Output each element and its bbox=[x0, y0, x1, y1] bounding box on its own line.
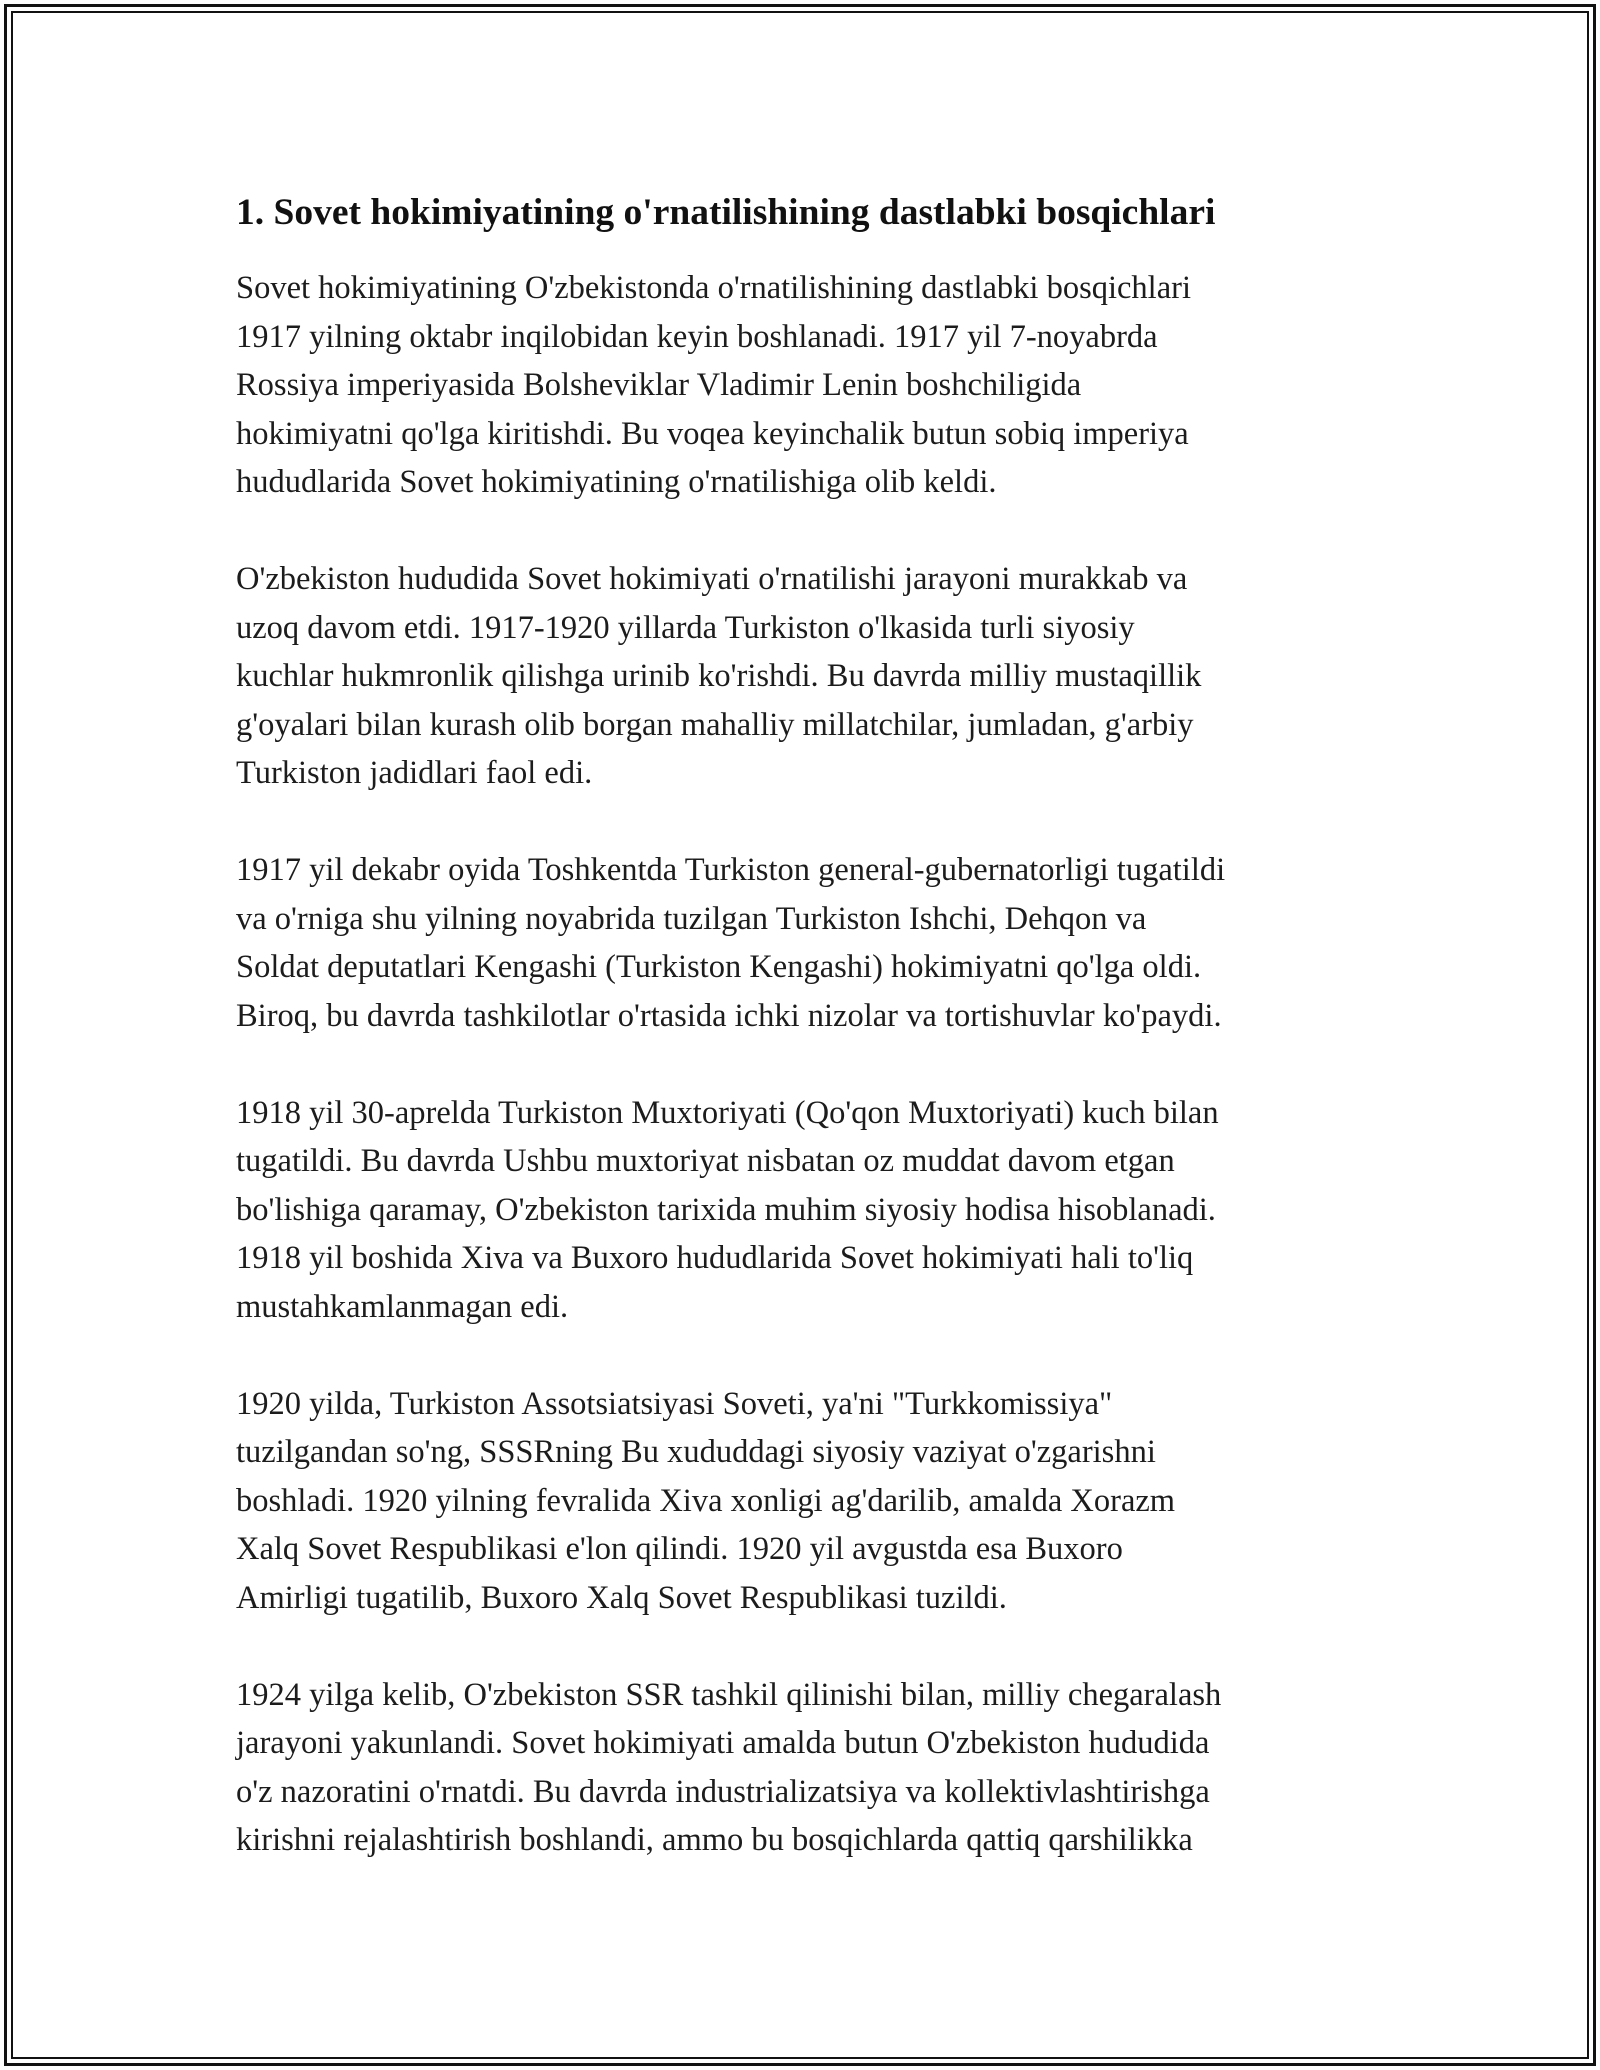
section-title: 1. Sovet hokimiyatining o'rnatilishining dastlabki bosqichlari bbox=[236, 192, 1216, 233]
document-body bbox=[236, 186, 1376, 1913]
text-line: kirishni rejalashtirish boshlandi, ammo bu bosqichlarda qattiq qarshilikka bbox=[236, 1822, 1193, 1858]
paragraph-3 bbox=[236, 846, 1376, 1040]
paragraph-5 bbox=[236, 1380, 1376, 1623]
text-line: hokimiyatni qo'lga kiritishdi. Bu voqea keyinchalik butun sobiq imperiya bbox=[236, 415, 1189, 452]
text-line: tuzilgandan so'ng, SSSRning Bu xududdagi siyosiy vaziyat o'zgarishni bbox=[236, 1434, 1156, 1470]
paragraph-4 bbox=[236, 1089, 1376, 1332]
text-line: 1917 yil dekabr oyida Toshkentda Turkiston general-gubernatorligi tugatildi bbox=[236, 852, 1226, 888]
text-line: jarayoni yakunlandi. Sovet hokimiyati amalda butun O'zbekiston hududida bbox=[236, 1725, 1210, 1761]
text-line: Turkiston jadidlari faol edi. bbox=[236, 755, 593, 791]
text-line: uzoq davom etdi. 1917-1920 yillarda Turkiston o'lkasida turli siyosiy bbox=[236, 609, 1135, 646]
paragraph-2 bbox=[236, 555, 1376, 798]
text-line: kuchlar hukmronlik qilishga urinib ko'rishdi. Bu davrda milliy mustaqillik bbox=[236, 658, 1202, 694]
text-line: bo'lishiga qaramay, O'zbekiston tarixida muhim siyosiy hodisa hisoblanadi. bbox=[236, 1191, 1216, 1228]
text-line: o'z nazoratini o'rnatdi. Bu davrda industrializatsiya va kollektivlashtirishga bbox=[236, 1773, 1210, 1810]
text-line: Rossiya imperiyasida Bolsheviklar Vladimir Lenin boshchiligida bbox=[236, 367, 1082, 403]
text-line: 1918 yil boshida Xiva va Buxoro hududlarida Sovet hokimiyati hali to'liq bbox=[236, 1240, 1194, 1276]
text-line: 1918 yil 30-aprelda Turkiston Muxtoriyati (Qo'qon Muxtoriyati) kuch bilan bbox=[236, 1094, 1219, 1131]
text-line: mustahkamlanmagan edi. bbox=[236, 1288, 569, 1325]
text-line: O'zbekiston hududida Sovet hokimiyati o'rnatilishi jarayoni murakkab va bbox=[236, 561, 1188, 597]
text-line: 1917 yilning oktabr inqilobidan keyin boshlanadi. 1917 yil 7-noyabrda bbox=[236, 318, 1158, 355]
text-line: Xalq Sovet Respublikasi e'lon qilindi. 1920 yil avgustda esa Buxoro bbox=[236, 1531, 1123, 1567]
text-line: boshladi. 1920 yilning fevralida Xiva xonligi ag'darilib, amalda Xorazm bbox=[236, 1482, 1176, 1519]
text-line: Soldat deputatlari Kengashi (Turkiston Kengashi) hokimiyatni qo'lga oldi. bbox=[236, 949, 1202, 985]
paragraph-1 bbox=[236, 264, 1376, 507]
text-line: va o'rniga shu yilning noyabrida tuzilgan Turkiston Ishchi, Dehqon va bbox=[236, 900, 1147, 937]
text-line: tugatildi. Bu davrda Ushbu muxtoriyat nisbatan oz muddat davom etgan bbox=[236, 1143, 1175, 1179]
text-line: Biroq, bu davrda tashkilotlar o'rtasida ichki nizolar va tortishuvlar ko'paydi. bbox=[236, 997, 1222, 1034]
paragraph-6 bbox=[236, 1671, 1376, 1865]
text-line: Amirligi tugatilib, Buxoro Xalq Sovet Respublikasi tuzildi. bbox=[236, 1579, 1007, 1616]
text-line: g'oyalari bilan kurash olib borgan mahalliy millatchilar, jumladan, g'arbiy bbox=[236, 706, 1194, 743]
text-line: Sovet hokimiyatining O'zbekistonda o'rnatilishining dastlabki bosqichlari bbox=[236, 270, 1191, 306]
text-line: 1924 yilga kelib, O'zbekiston SSR tashkil qilinishi bilan, milliy chegaralash bbox=[236, 1676, 1222, 1713]
text-line: hududlarida Sovet hokimiyatining o'rnatilishiga olib keldi. bbox=[236, 464, 997, 500]
text-line: 1920 yilda, Turkiston Assotsiatsiyasi Soveti, ya'ni "Turkkomissiya" bbox=[236, 1385, 1113, 1422]
